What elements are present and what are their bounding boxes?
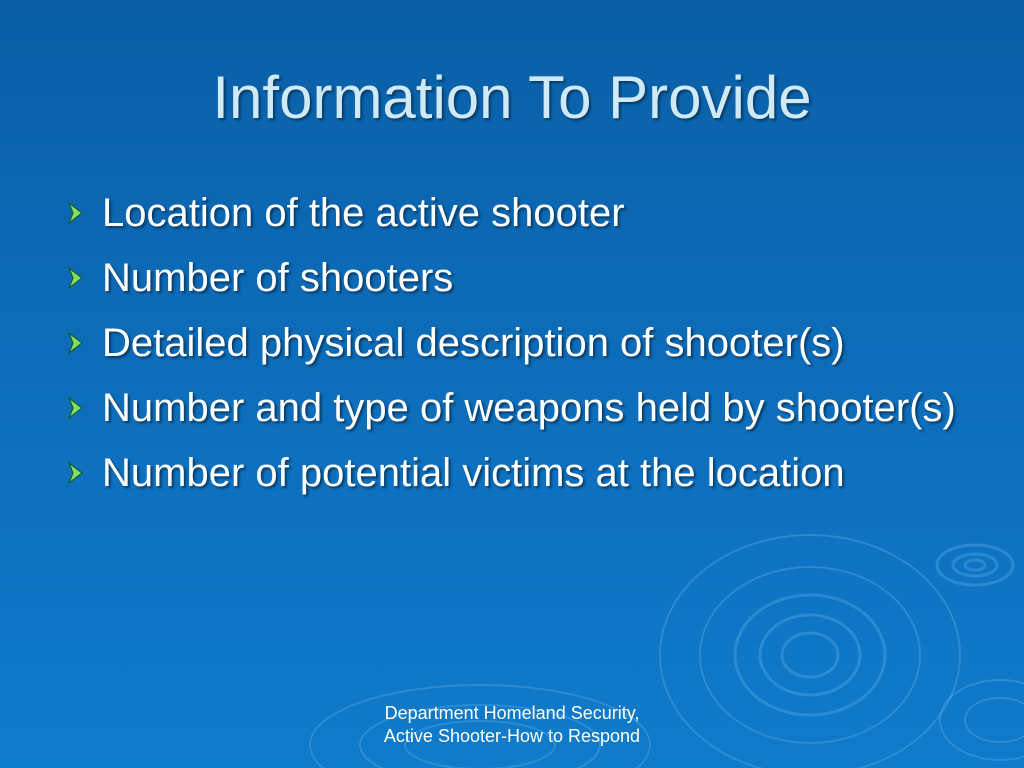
bullet-item <box>60 382 990 435</box>
chevron-arrow-icon <box>64 460 90 486</box>
bullet-text: Detailed physical description of shooter(s) <box>102 321 845 365</box>
bullet-text: Number of potential victims at the location <box>102 451 845 495</box>
bullet-text: Number of shooters <box>102 256 454 300</box>
slide-title: Information To Provide <box>212 64 812 131</box>
bullet-item <box>60 252 990 305</box>
footer-line-1: Department Homeland Security, <box>384 703 640 723</box>
bullet-item <box>60 187 990 240</box>
chevron-arrow-icon <box>64 200 90 226</box>
bullet-text: Number and type of weapons held by shooter(s) <box>102 386 956 430</box>
bullet-item <box>60 447 990 500</box>
bullet-list <box>60 187 990 512</box>
chevron-arrow-icon <box>64 265 90 291</box>
bullet-text: Location of the active shooter <box>102 191 625 235</box>
chevron-arrow-icon <box>64 330 90 356</box>
bullet-item <box>60 317 990 370</box>
footer-line-2: Active Shooter-How to Respond <box>383 726 641 746</box>
chevron-arrow-icon <box>64 395 90 421</box>
slide-footer <box>312 702 712 748</box>
